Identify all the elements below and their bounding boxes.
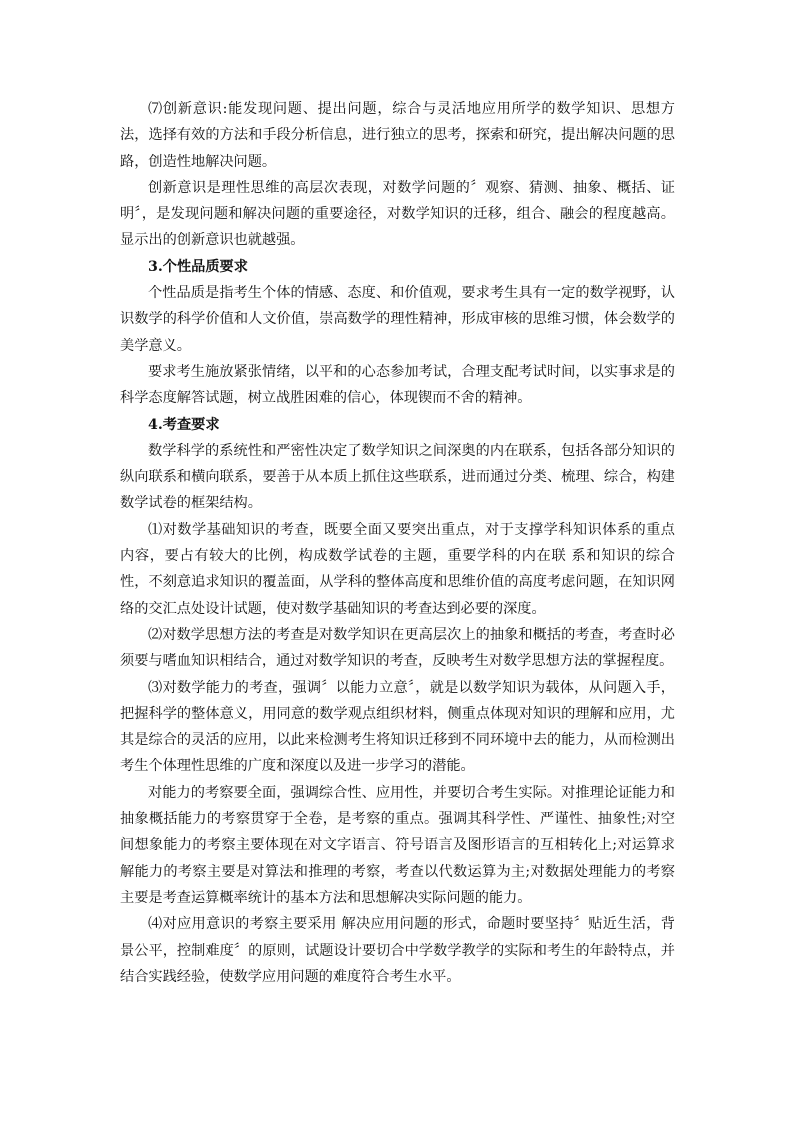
paragraph-application-awareness: ⑷对应用意识的考察主要采用 解决应用问题的形式，命题时要坚持〞贴近生活，背景公平，控制难度〞的原则，试题设计要切合中学数学教学的实际和考生的年龄特点，并结合实践经验，使数学应用问题的难度符合考生水平。	[120, 916, 675, 985]
paragraph-math-ability: ⑶对数学能力的考查，强调〞以能力立意〞，就是以数学知识为载体，从问题入手，把握科学的整体意义，用同意的数学观点组织材料，侧重点体现对知识的理解和应用，尤其是综合的灵活的应用，以此来检测考生将知识迁移到不同环境中去的能力，从而检测出考生个体理性思维的广度和深度以及进一步学习的潜能。	[120, 679, 675, 775]
paragraph-innovation-expression: 创新意识是理性思维的高层次表现，对数学问题的〞观察、猜测、抽象、概括、证明〞，是发现问题和解决问题的重要途径，对数学知识的迁移，组合、融会的程度越高。显示出的创新意识也就越强。	[120, 179, 675, 249]
paragraph-basic-knowledge: ⑴对数学基础知识的考查，既要全面又要突出重点，对于支撑学科知识体系的重点 内容，要占有较大的比例，构成数学试卷的主题，重要学科的内在联 系和知识的综合性，不刻意追求知识的覆盖面，从学科的整体高度和思维价值的高度考虑问题，在知识网络的交汇点处设计试题，使对数学基础知识的考查达到必要的深度。	[120, 521, 675, 617]
paragraph-knowledge-structure: 数学科学的系统性和严密性决定了数学知识之间深奥的内在联系，包括各部分知识的纵向联系和横向联系，要善于从本质上抓住这些联系，进而通过分类、梳理、综合，构建数学试卷的框架结构。	[120, 442, 675, 512]
section-heading-personal-quality: 3.个性品质要求	[148, 258, 248, 275]
paragraph-personal-quality-definition: 个性品质是指考生个体的情感、态度、和价值观，要求考生具有一定的数学视野，认识数学的科学价值和人文价值，崇高数学的理性精神，形成审核的思维习惯，体会数学的美学意义。	[120, 285, 675, 354]
paragraph-ability-assessment: 对能力的考察要全面，强调综合性、应用性，并要切合考生实际。对推理论证能力和抽象概括能力的考察贯穿于全卷，是考察的重点。强调其科学性、严谨性、抽象性;对空间想象能力的考察主要体现在对文字语言、符号语言及图形语言的互相转化上;对运算求解能力的考察主要是对算法和推理的考察，考查以代数运算为主;对数据处理能力的考察主要是考查运算概率统计的基本方法和思想解决实际问题的能力。	[120, 784, 675, 906]
paragraph-thinking-methods: ⑵对数学思想方法的考查是对数学知识在更高层次上的抽象和概括的考查，考查时必须要与嗜血知识相结合，通过对数学知识的考查，反映考生对数学思想方法的掌握程度。	[120, 626, 675, 670]
paragraph-innovation-definition: ⑺创新意识:能发现问题、提出问题，综合与灵活地应用所学的数学知识、思想方法，选择有效的方法和手段分析信息，进行独立的思考，探索和研究，提出解决问题的思路，创造性地解决问题。	[120, 101, 675, 170]
document-page	[120, 96, 675, 990]
section-heading-exam-requirements: 4.考查要求	[148, 416, 220, 433]
paragraph-exam-attitude: 要求考生施放紧张情绪，以平和的心态参加考试，合理支配考试时间，以实事求是的科学态度解答试题，树立战胜困难的信心，体现锲而不舍的精神。	[120, 363, 675, 407]
